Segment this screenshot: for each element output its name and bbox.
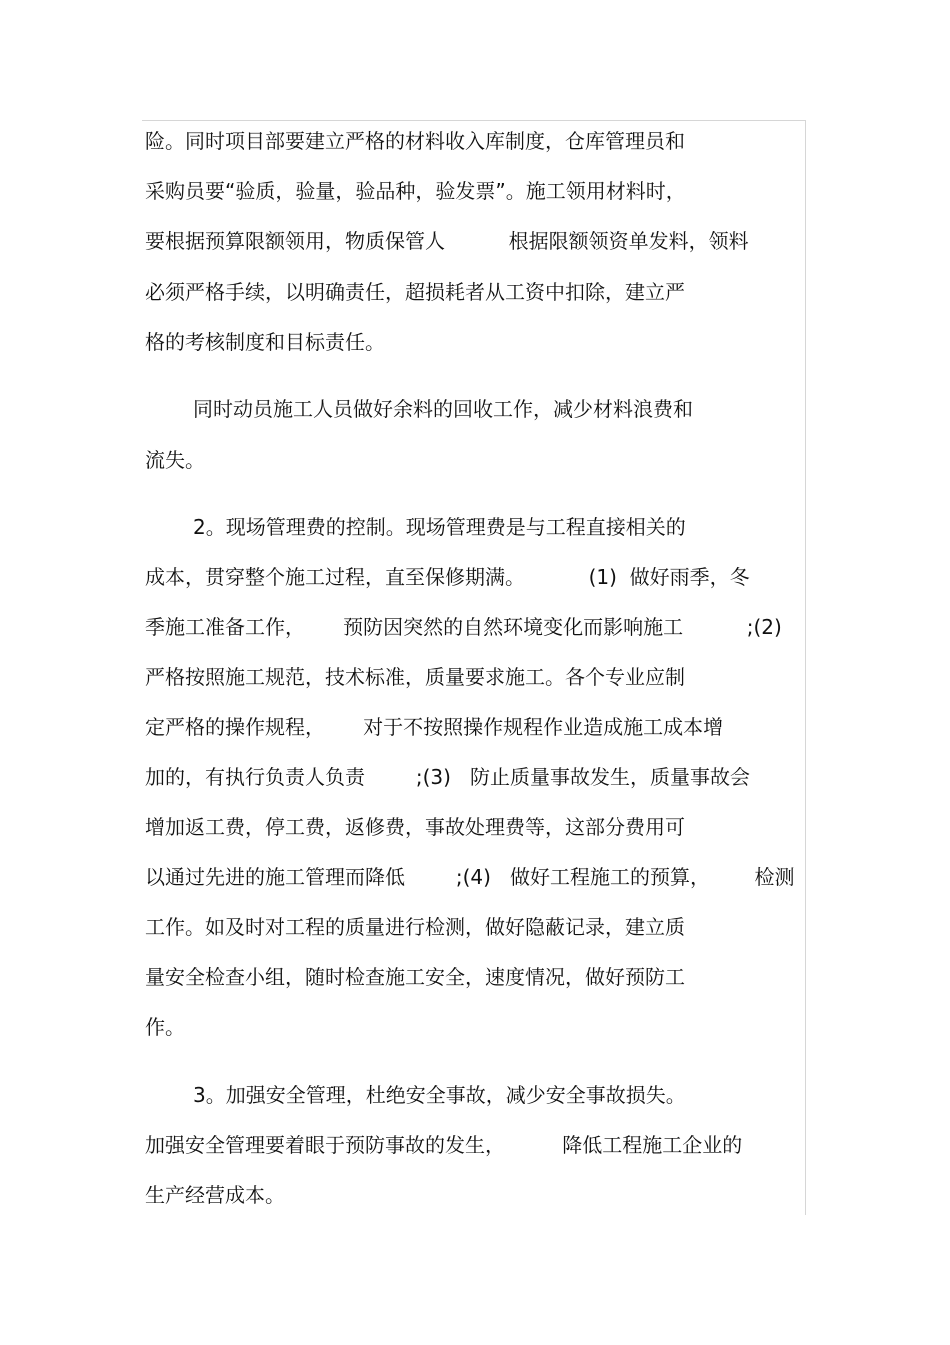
text-line: 格的考核制度和目标责任。 (145, 330, 385, 354)
text-line: 工作。如及时对工程的质量进行检测，做好隐蔽记录，建立质 (145, 915, 685, 939)
text-line: 加强安全管理要着眼于预防事故的发生， 降低工程施工企业的 (145, 1133, 743, 1157)
text-line: 采购员要“验质，验量，验品种，验发票”。施工领用材料时， (145, 179, 686, 203)
text-line: 成本，贯穿整个施工过程，直至保修期满。 (1) 做好雨季，冬 (145, 565, 750, 589)
text-line: 作。 (145, 1015, 185, 1039)
text-line: 要根据预算限额领用，物质保管人 根据限额领资单发料，领料 (145, 229, 749, 253)
text-line: 流失。 (145, 448, 205, 472)
text-line: 生产经营成本。 (145, 1183, 285, 1207)
text-line: 加的，有执行负责人负责 ;(3) 防止质量事故发生，质量事故会 (145, 765, 750, 789)
text-line: 季施工准备工作， 预防因突然的自然环境变化而影响施工 ;(2) (145, 615, 782, 639)
text-line: 必须严格手续，以明确责任，超损耗者从工资中扣除，建立严 (145, 280, 685, 304)
text-line: 定严格的操作规程， 对于不按照操作规程作业造成施工成本增 (145, 715, 724, 739)
text-line: 险。同时项目部要建立严格的材料收入库制度，仓库管理员和 (145, 129, 685, 153)
text-line: 严格按照施工规范，技术标准，质量要求施工。各个专业应制 (145, 665, 685, 689)
text-line: 量安全检查小组，随时检查施工安全，速度情况，做好预防工 (145, 965, 685, 989)
paragraph-start-line: 2。现场管理费的控制。现场管理费是与工程直接相关的 (193, 515, 686, 539)
paragraph-start-line: 3。加强安全管理，杜绝安全事故，减少安全事故损失。 (193, 1083, 686, 1107)
text-line: 增加返工费，停工费，返修费，事故处理费等，这部分费用可 (145, 815, 685, 839)
text-line: 以通过先进的施工管理而降低 ;(4) 做好工程施工的预算， 检测 (145, 865, 795, 889)
paragraph-start-line: 同时动员施工人员做好余料的回收工作，减少材料浪费和 (193, 397, 693, 421)
